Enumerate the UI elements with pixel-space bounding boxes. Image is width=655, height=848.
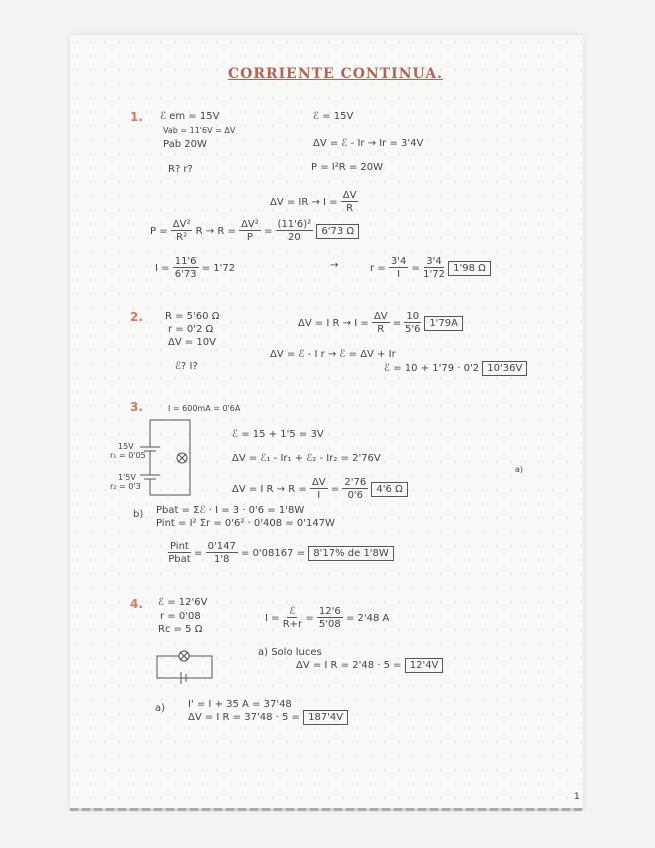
given-line: ℰ = 12'6V xyxy=(158,597,208,608)
problem-number: 3. xyxy=(130,400,143,414)
equation-text: R = xyxy=(217,226,236,237)
numerator: ΔV xyxy=(373,311,388,322)
equation-line: ℰ = 15V xyxy=(313,111,354,122)
equation-text: ℰ = 10 + 1'79 · 0'2 xyxy=(384,363,480,374)
denominator: P xyxy=(246,232,253,243)
numerator: ΔV² xyxy=(172,219,191,230)
equation-line: I' = I + 35 A = 37'48 xyxy=(188,699,292,710)
fraction xyxy=(423,256,445,280)
equation-text: I = xyxy=(155,263,170,274)
result-box: 10'36V xyxy=(482,361,527,376)
denominator: 6'73 xyxy=(174,269,197,280)
result-box: 6'73 Ω xyxy=(316,224,359,239)
given-line: I = 600mA = 0'6A xyxy=(168,404,241,413)
numerator: 12'6 xyxy=(318,606,341,617)
numerator: Pint xyxy=(170,541,189,552)
numerator: 11'6 xyxy=(174,256,197,267)
fraction xyxy=(206,541,238,565)
fraction xyxy=(310,477,328,501)
fraction xyxy=(276,219,314,243)
equation-line xyxy=(265,606,389,630)
equation-text: P = xyxy=(150,226,168,237)
result-box: 1'98 Ω xyxy=(448,261,491,276)
battery-label: 1'5V xyxy=(118,473,136,482)
equation-line xyxy=(370,256,491,280)
equation-text: = xyxy=(330,484,340,495)
numerator: ℰ xyxy=(289,606,296,617)
page-bottom-edge xyxy=(70,808,583,811)
result-box: 1'79A xyxy=(424,316,463,331)
equation-line: ΔV = ℰ₁ - Ir₁ + ℰ₂ - Ir₂ = 2'76V xyxy=(232,453,381,464)
given-line: Pab 20W xyxy=(163,139,207,150)
equation-line: ΔV = ℰ - Ir → Ir = 3'4V xyxy=(313,138,424,149)
equation-text: = xyxy=(263,226,273,237)
equation-text: = xyxy=(411,263,420,274)
equation-line xyxy=(298,311,463,335)
numerator: ΔV² xyxy=(241,219,259,230)
fraction xyxy=(341,190,359,214)
equation-text: = 0'08167 = xyxy=(241,548,306,559)
given-line: r = 0'08 xyxy=(160,611,201,622)
given-line: ΔV = 10V xyxy=(168,337,216,348)
equation-line xyxy=(270,190,358,214)
denominator: R xyxy=(377,324,385,335)
equation-text: r = xyxy=(370,263,386,274)
page-title: CORRIENTE CONTINUA. xyxy=(228,66,443,82)
equation-text: = 1'72 xyxy=(201,263,236,274)
equation-text: ΔV = I R = 37'48 · 5 = xyxy=(188,712,300,723)
numerator: 0'147 xyxy=(207,541,236,552)
denominator: I xyxy=(397,269,401,280)
problem-number: 2. xyxy=(130,310,143,324)
denominator: 1'72 xyxy=(423,269,445,280)
equation-text: = 2'48 A xyxy=(345,613,390,624)
equation-text: R → xyxy=(195,226,215,237)
circuit-diagram xyxy=(155,652,215,682)
equation-line xyxy=(232,477,408,501)
fraction xyxy=(342,477,368,501)
result-box: 187'4V xyxy=(303,710,348,725)
battery-label: 15V xyxy=(118,442,134,451)
equation-line xyxy=(155,256,235,280)
numerator: ΔV xyxy=(311,477,326,488)
equation-line xyxy=(296,661,443,671)
given-line: ℰ em = 15V xyxy=(160,111,220,122)
result-box: 4'6 Ω xyxy=(371,482,407,497)
result-box: 12'4V xyxy=(405,658,444,673)
numerator: 10 xyxy=(406,311,420,322)
denominator: I xyxy=(317,490,321,501)
circuit-diagram xyxy=(120,415,200,505)
equation-line xyxy=(384,364,527,374)
denominator: R xyxy=(346,203,354,214)
given-line: Rc = 5 Ω xyxy=(158,624,203,635)
denominator: R² xyxy=(176,232,188,243)
equation-text: = xyxy=(305,613,314,624)
battery-label: r₁ = 0'05 xyxy=(110,451,146,460)
part-label: b) xyxy=(133,509,144,520)
equation-line xyxy=(168,541,394,565)
part-label: a) xyxy=(155,703,166,714)
denominator: Pbat xyxy=(168,554,191,565)
fraction xyxy=(283,606,302,630)
problem-number: 4. xyxy=(130,597,143,611)
unknowns-line: R? r? xyxy=(168,164,193,175)
fraction xyxy=(171,219,193,243)
result-box: 8'17% de 1'8W xyxy=(308,546,394,561)
numerator: (11'6)² xyxy=(277,219,312,230)
fraction xyxy=(372,311,390,335)
equation-line: ΔV = ℰ - I r → ℰ = ΔV + Ir xyxy=(270,349,396,360)
given-line: R = 5'60 Ω xyxy=(165,311,220,322)
equation-text: ΔV = IR → I = xyxy=(270,197,338,208)
fraction xyxy=(404,311,421,335)
equation-text: ΔV = I R = 2'48 · 5 = xyxy=(296,660,402,671)
arrow: → xyxy=(330,260,339,271)
denominator: 0'6 xyxy=(347,490,364,501)
unknowns-line: ℰ? I? xyxy=(175,361,198,372)
equation-text: ΔV = I R → R = xyxy=(232,484,307,495)
fraction xyxy=(239,219,261,243)
denominator: R+r xyxy=(282,619,303,630)
battery-label: r₂ = 0'3 xyxy=(110,482,141,491)
denominator: 5'6 xyxy=(405,324,421,335)
problem-number: 1. xyxy=(130,110,143,124)
equation-line: Pbat = Σℰ · I = 3 · 0'6 = 1'8W xyxy=(156,505,305,516)
equation-text: ΔV = I R → I = xyxy=(298,318,369,329)
equation-line: Pint = I² Σr = 0'6² · 0'408 = 0'147W xyxy=(156,518,335,529)
given-line: r = 0'2 Ω xyxy=(168,324,214,335)
fraction xyxy=(173,256,199,280)
part-label: a) xyxy=(515,465,524,474)
numerator: 2'76 xyxy=(344,477,367,488)
part-title: a) Solo luces xyxy=(258,647,322,658)
equation-text: = xyxy=(194,548,203,559)
denominator: 5'08 xyxy=(318,619,341,630)
equation-line xyxy=(150,219,359,243)
equation-text: I = xyxy=(265,613,280,624)
equation-text: = xyxy=(392,318,402,329)
fraction xyxy=(168,541,191,565)
denominator: 20 xyxy=(288,232,301,243)
numerator: ΔV xyxy=(342,190,357,201)
fraction xyxy=(389,256,408,280)
page-number: 1 xyxy=(574,792,580,802)
equation-line xyxy=(188,713,348,723)
denominator: 1'8 xyxy=(213,554,230,565)
equation-line: ℰ = 15 + 1'5 = 3V xyxy=(232,429,324,440)
numerator: 3'4 xyxy=(390,256,407,267)
given-line: Vab = 11'6V = ΔV xyxy=(163,126,236,135)
numerator: 3'4 xyxy=(426,256,442,267)
equation-line: P = I²R = 20W xyxy=(311,162,384,173)
fraction xyxy=(317,606,343,630)
